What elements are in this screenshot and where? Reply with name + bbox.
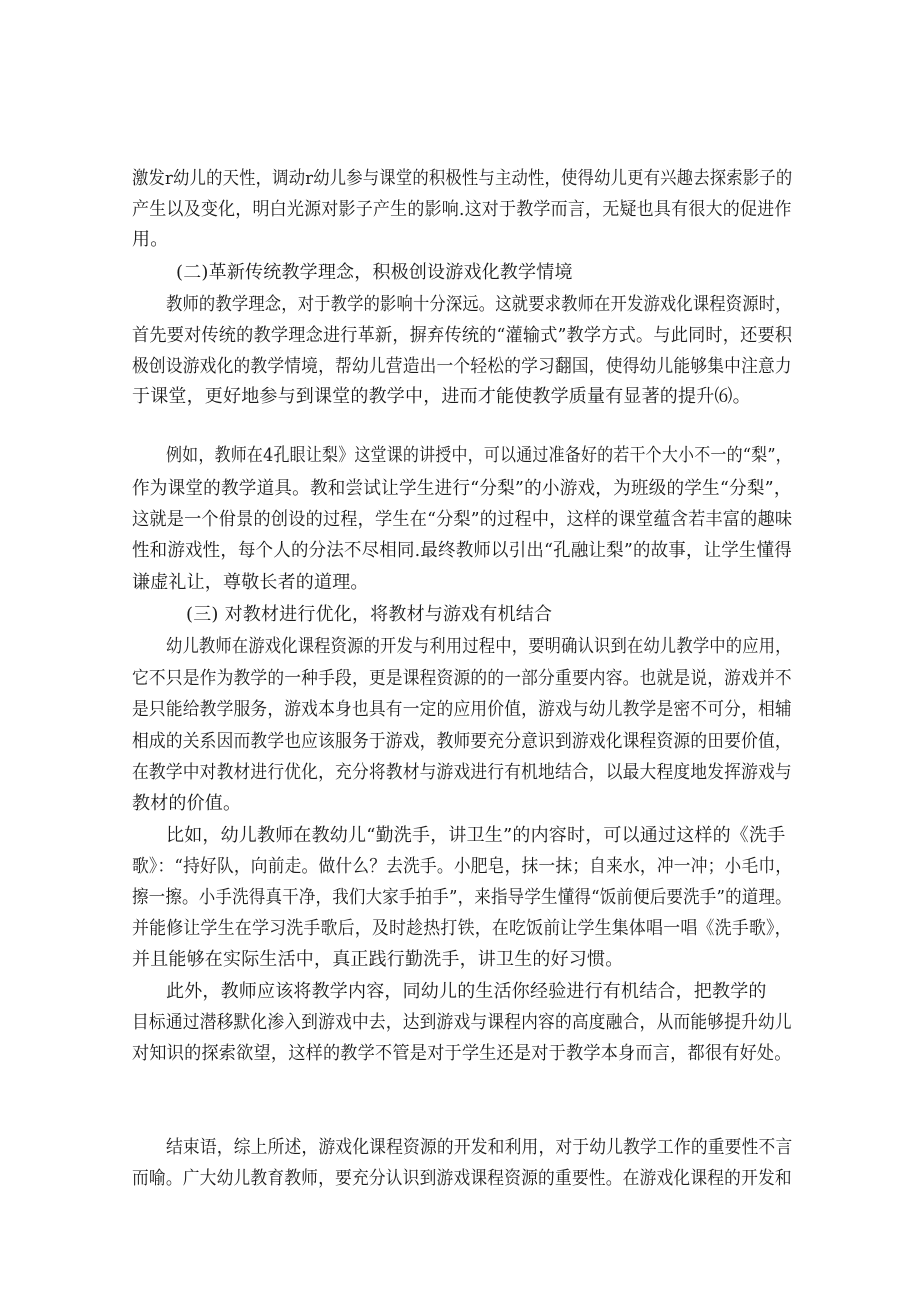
section-heading-3: (三) 对教材进行优化，将教材与游戏有机结合 (186, 604, 553, 625)
paragraph-line: 并且能够在实际生活中，真正践行勤洗手，讲卫生的好习惯。 (132, 949, 624, 970)
paragraph-line: 在教学中对教材进行优化，充分将教材与游戏进行有机地结合，以最大程度地发挥游戏与 (132, 762, 792, 783)
paragraph-line: 此外，教师应该将教学内容，同幼儿的生活你经验进行有机结合，把教学的 (166, 981, 767, 1002)
paragraph-line: 它不只是作为教学的一种手段，更是课程资源的的一部分重要内容。也就是说，游戏并不 (132, 668, 792, 689)
paragraph-line: 极创设游戏化的教学情境，帮幼儿营造出一个轻松的学习翻国，使得幼儿能够集中注意力 (132, 356, 792, 377)
paragraph-line: 是只能给教学服务，游戏本身也具有一定的应用价值，游戏与幼儿教学是密不可分，相辅 (132, 699, 792, 720)
section-heading-2: (二)革新传统教学理念，积极创设游戏化教学情境 (176, 262, 573, 283)
paragraph-line: 用。 (132, 229, 169, 250)
paragraph-line: 谦虚礼让，尊敬长者的道理。 (132, 572, 369, 593)
paragraph-line: 首先要对传统的教学理念进行革新，摒弃传统的“灌输式”教学方式。与此同时，还要积 (132, 325, 793, 346)
paragraph-line: 激发r幼儿的天性，调动r幼儿参与课堂的积极性与主动性，使得幼儿更有兴趣去探索影子的 (132, 168, 793, 189)
paragraph-line: 歌》：“持好队，向前走。做什么？去洗手。小肥皂，抹一抹；自来水，冲一冲；小毛巾， (132, 856, 793, 877)
paragraph-line: 于课堂，更好地参与到课堂的教学中，进而才能使教学质量有显著的提升⑹。 (132, 386, 751, 407)
paragraph-line: 性和游戏性，每个人的分法不尽相同.最终教师以引出“孔融让梨”的故事，让学生懂得 (132, 540, 792, 561)
paragraph-line: 例如，教师在4孔眼让梨》这堂课的讲授中，可以通过准备好的若干个大小不一的“梨”， (166, 445, 792, 466)
conclusion-line: 而喻。广大幼儿教育教师，要充分认识到游戏课程资源的重要性。在游戏化课程的开发和 (132, 1168, 792, 1189)
paragraph-line: 擦一擦。小手洗得真干净，我们大家手拍手”，来指导学生懂得“饭前便后要洗手”的道理。 (132, 887, 792, 908)
paragraph-line: 相成的关系因而教学也应该服务于游戏，教师要充分意识到游戏化课程资源的田要价值， (132, 731, 792, 752)
paragraph-line: 幼儿教师在游戏化课程资源的开发与利用过程中，要明确认识到在幼儿教学中的应用， (166, 636, 792, 657)
paragraph-line: 并能修让学生在学习洗手歌后，及时趁热打铁，在吃饭前让学生集体唱一唱《洗手歌》， (132, 918, 792, 939)
paragraph-line: 产生以及变化，明白光源对影子产生的影响.这对于教学而言，无疑也具有很大的促进作 (132, 199, 792, 220)
paragraph-line: 教师的教学理念，对于教学的影响十分深远。这就要求教师在开发游戏化课程资源时， (166, 294, 792, 315)
conclusion-line: 结束语，综上所述，游戏化课程资源的开发和利用，对于幼儿教学工作的重要性不言 (166, 1137, 793, 1158)
paragraph-line: 目标通过潜移默化渗入到游戏中去，达到游戏与课程内容的高度融合，从而能够提升幼儿 (132, 1012, 792, 1033)
paragraph-line: 对知识的探索欲望，这样的教学不管是对于学生还是对于教学本身而言，都很有好处。 (132, 1043, 792, 1064)
paragraph-line: 教材的价值。 (132, 793, 242, 814)
paragraph-line: 比如，幼儿教师在教幼儿“勤洗手，讲卫生”的内容时，可以通过这样的《洗手 (166, 825, 786, 846)
paragraph-line: 这就是一个佾景的创设的过程，学生在“分梨”的过程中，这样的课堂蕴含若丰富的趣味 (132, 509, 793, 530)
paragraph-line: 作为课堂的教学道具。教和尝试让学生进行“分梨”的小游戏，为班级的学生“分梨”， (132, 478, 792, 499)
